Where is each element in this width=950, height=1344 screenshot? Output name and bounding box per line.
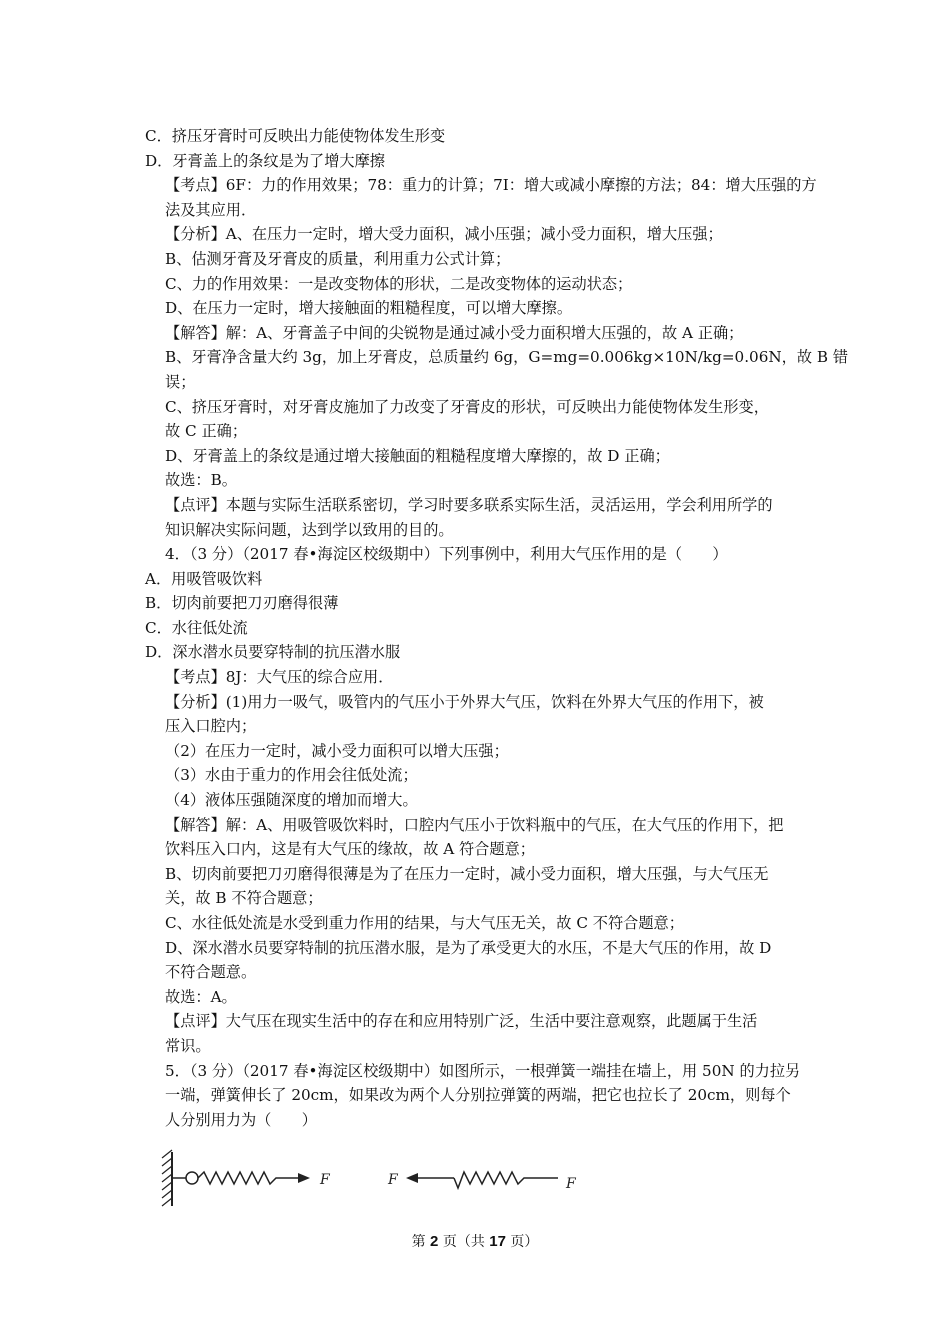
text-line: D．深水潜水员要穿特制的抗压潜水服 — [145, 643, 401, 662]
text-line: B、切肉前要把刀刃磨得很薄是为了在压力一定时，减小受力面积，增大压强，与大气压无 — [165, 864, 769, 883]
left-arrowhead — [298, 1173, 310, 1183]
right-spring — [454, 1172, 558, 1188]
text-line: C、力的作用效果：一是改变物体的形状，二是改变物体的运动状态； — [165, 274, 633, 293]
text-line: 【考点】6F：力的作用效果；78：重力的计算；7I：增大或减小摩擦的方法；84：增大压强的方 — [165, 176, 817, 195]
text-line: 【考点】8J：大气压的综合应用． — [165, 668, 394, 687]
text-line: D、在压力一定时，增大接触面的粗糙程度，可以增大摩擦。 — [165, 299, 573, 318]
text-line: C、水往低处流是水受到重力作用的结果，与大气压无关，故 C 不符合题意； — [165, 914, 684, 932]
text-line: D、深水潜水员要穿特制的抗压潜水服，是为了承受更大的水压，不是大气压的作用，故 D — [165, 938, 772, 957]
text-line: （4）液体压强随深度的增加而增大。 — [165, 791, 418, 810]
text-line: 故选：B。 — [165, 471, 237, 490]
footer-middle: 页（共 — [438, 1234, 490, 1250]
text-line: （3）水由于重力的作用会往低处流； — [165, 766, 418, 785]
text-line: 故选：A。 — [165, 987, 237, 1006]
text-line: 5．（3 分）（2017 春•海淀区校级期中）如图所示，一根弹簧一端挂在墙上，用 50N 的力拉另 — [165, 1061, 801, 1080]
spring-ring — [186, 1172, 198, 1184]
text-line: B、估测牙膏及牙膏皮的质量，利用重力公式计算； — [165, 249, 511, 268]
text-line: 【点评】本题与实际生活联系密切，学习时要多联系实际生活，灵活运用，学会利用所学的 — [165, 495, 773, 514]
text-line: 故 C 正确； — [165, 422, 248, 441]
text-body — [145, 124, 849, 1132]
text-line: 法及其应用． — [165, 200, 257, 219]
text-line: D、牙膏盖上的条纹是通过增大接触面的粗糙程度增大摩擦的，故 D 正确； — [165, 446, 670, 465]
text-line: 不符合题意。 — [165, 963, 257, 982]
footer-prefix: 第 — [411, 1234, 431, 1250]
page-footer — [0, 1230, 950, 1255]
text-line: C．挤压牙膏时可反映出力能使物体发生形变 — [145, 127, 446, 145]
text-line: 误； — [165, 372, 196, 391]
right-right-force-label: F — [566, 1176, 576, 1192]
wall-hatch — [162, 1150, 172, 1206]
text-line: 人分别用力为（ ） — [165, 1110, 317, 1129]
footer-page-number: 2 — [430, 1233, 439, 1250]
text-line: B．切肉前要把刀刃磨得很薄 — [145, 594, 339, 613]
text-line: D．牙膏盖上的条纹是为了增大摩擦 — [145, 151, 385, 170]
text-line: C、挤压牙膏时，对牙膏皮施加了力改变了牙膏皮的形状，可反映出力能使物体发生形变， — [165, 397, 769, 416]
text-line: 【解答】解：A、牙膏盖子中间的尖锐物是通过减小受力面积增大压强的，故 A 正确； — [165, 323, 744, 342]
footer-total-pages: 17 — [489, 1233, 506, 1250]
text-line: 知识解决实际问题，达到学以致用的目的。 — [165, 520, 454, 539]
text-line: 4．（3 分）（2017 春•海淀区校级期中）下列事例中，利用大气压作用的是（ ） — [165, 545, 728, 564]
text-line: 【分析】A、在压力一定时，增大受力面积，减小压强；减小受力面积，增大压强； — [165, 225, 723, 244]
text-line: 【分析】(1)用力一吸气，吸管内的气压小于外界大气压，饮料在外界大气压的作用下，被 — [165, 692, 764, 711]
text-line: （2）在压力一定时，减小受力面积可以增大压强； — [165, 741, 509, 760]
left-spring — [198, 1172, 300, 1184]
left-force-label: F — [320, 1172, 330, 1188]
right-left-force-label: F — [388, 1172, 398, 1188]
text-line: 【点评】大气压在现实生活中的存在和应用特别广泛，生活中要注意观察，此题属于生活 — [165, 1012, 758, 1031]
spring-figure — [160, 1148, 590, 1210]
text-line: 饮料压入口内，这是有大气压的缘故，故 A 符合题意； — [165, 840, 535, 859]
text-line: 压入口腔内； — [165, 717, 257, 736]
text-line: B、牙膏净含量大约 3g，加上牙膏皮，总质量约 6g，G=mg=0.006kg×10N/kg=0.06N，故 B 错 — [165, 348, 849, 367]
text-line: A．用吸管吸饮料 — [145, 569, 263, 588]
text-line: 常识。 — [165, 1036, 211, 1055]
text-line: 一端，弹簧伸长了 20cm，如果改为两个人分别拉弹簧的两端，把它也拉长了 20cm，则每个 — [165, 1086, 791, 1105]
text-line: C．水往低处流 — [145, 618, 248, 637]
footer-suffix: 页） — [505, 1234, 539, 1250]
text-line: 【解答】解：A、用吸管吸饮料时，口腔内气压小于饮料瓶中的气压，在大气压的作用下，把 — [165, 815, 784, 834]
text-line: 关，故 B 不符合题意； — [165, 889, 323, 908]
